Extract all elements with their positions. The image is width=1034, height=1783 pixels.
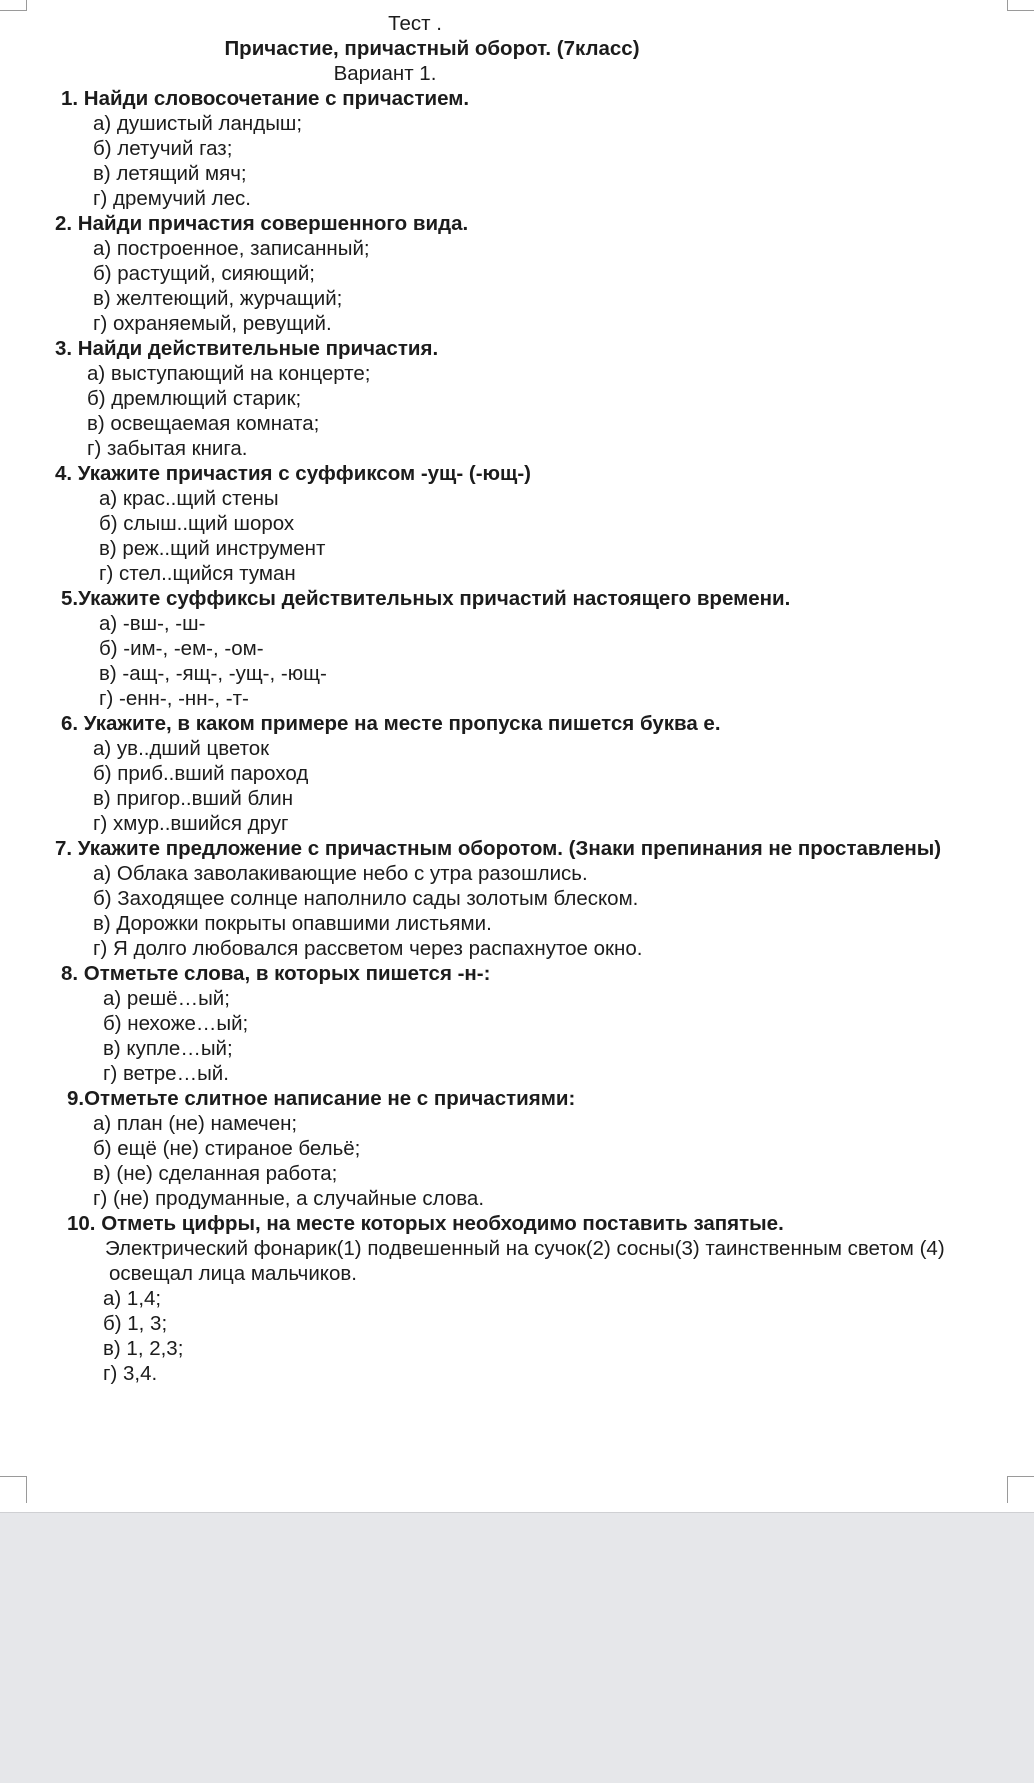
option: б) растущий, сияющий; — [93, 262, 315, 285]
option: б) -им-, -ем-, -ом- — [99, 637, 264, 660]
option: в) летящий мяч; — [93, 162, 247, 185]
question-4: 4. Укажите причастия с суффиксом -ущ- (-ющ-) — [55, 462, 531, 485]
option: б) слыш..щий шорох — [99, 512, 295, 535]
question-3: 3. Найди действительные причастия. — [55, 337, 439, 360]
option: б) ещё (не) стираное бельё; — [93, 1137, 361, 1160]
option: в) Дорожки покрыты опавшими листьями. — [93, 912, 492, 935]
option: в) купле…ый; — [103, 1037, 233, 1060]
question-sentence: Электрический фонарик(1) подвешенный на сучок(2) сосны(3) таинственным светом (4) — [105, 1237, 945, 1260]
option: а) решё…ый; — [103, 987, 230, 1010]
question-10: 10. Отметь цифры, на месте которых необходимо поставить запятые. — [67, 1212, 784, 1235]
option: б) летучий газ; — [93, 137, 233, 160]
option: г) охраняемый, ревущий. — [93, 312, 332, 335]
doc-title: Тест . — [388, 12, 442, 35]
option: г) Я долго любовался рассветом через распахнутое окно. — [93, 937, 643, 960]
option: в) (не) сделанная работа; — [93, 1162, 338, 1185]
option: в) освещаемая комната; — [87, 412, 320, 435]
doc-subtitle: Причастие, причастный оборот. (7класс) — [224, 37, 640, 60]
page-corner-mark — [0, 0, 27, 11]
option: а) душистый ландыш; — [93, 112, 303, 135]
option: в) желтеющий, журчащий; — [93, 287, 343, 310]
option: г) -енн-, -нн-, -т- — [99, 687, 249, 710]
option: в) пригор..вший блин — [93, 787, 294, 810]
option: б) 1, 3; — [103, 1312, 168, 1335]
option: а) Облака заволакивающие небо с утра разошлись. — [93, 862, 588, 885]
option: а) 1,4; — [103, 1287, 162, 1310]
option: г) забытая книга. — [87, 437, 248, 460]
option: в) реж..щий инструмент — [99, 537, 326, 560]
option: а) выступающий на концерте; — [87, 362, 371, 385]
option: б) нехоже…ый; — [103, 1012, 249, 1035]
option: а) план (не) намечен; — [93, 1112, 298, 1135]
option: г) 3,4. — [103, 1362, 158, 1385]
option: г) дремучий лес. — [93, 187, 251, 210]
option: в) -ащ-, -ящ-, -ущ-, -ющ- — [99, 662, 327, 685]
question-sentence: освещал лица мальчиков. — [109, 1262, 357, 1285]
option: б) приб..вший пароход — [93, 762, 309, 785]
option: г) (не) продуманные, а случайные слова. — [93, 1187, 485, 1210]
option: а) крас..щий стены — [99, 487, 279, 510]
option: б) Заходящее солнце наполнило сады золотым блеском. — [93, 887, 639, 910]
question-7: 7. Укажите предложение с причастным оборотом. (Знаки препинания не проставлены) — [55, 837, 942, 860]
page-corner-mark — [0, 1476, 27, 1503]
option: г) ветре…ый. — [103, 1062, 229, 1085]
option: а) построенное, записанный; — [93, 237, 370, 260]
page-corner-mark — [1007, 1476, 1034, 1503]
option: а) ув..дший цветок — [93, 737, 270, 760]
question-9: 9.Отметьте слитное написание не с причастиями: — [67, 1087, 576, 1110]
option: г) хмур..вшийся друг — [93, 812, 289, 835]
question-1: 1. Найди словосочетание с причастием. — [61, 87, 470, 110]
option: г) стел..щийся туман — [99, 562, 296, 585]
option: в) 1, 2,3; — [103, 1337, 184, 1360]
page-corner-mark — [1007, 0, 1034, 11]
question-6: 6. Укажите, в каком примере на месте пропуска пишется буква е. — [61, 712, 721, 735]
question-5: 5.Укажите суффиксы действительных причастий настоящего времени. — [61, 587, 791, 610]
variant-label: Вариант 1. — [333, 62, 437, 85]
question-2: 2. Найди причастия совершенного вида. — [55, 212, 469, 235]
option: б) дремлющий старик; — [87, 387, 302, 410]
question-8: 8. Отметьте слова, в которых пишется -н-: — [61, 962, 491, 985]
option: а) -вш-, -ш- — [99, 612, 206, 635]
